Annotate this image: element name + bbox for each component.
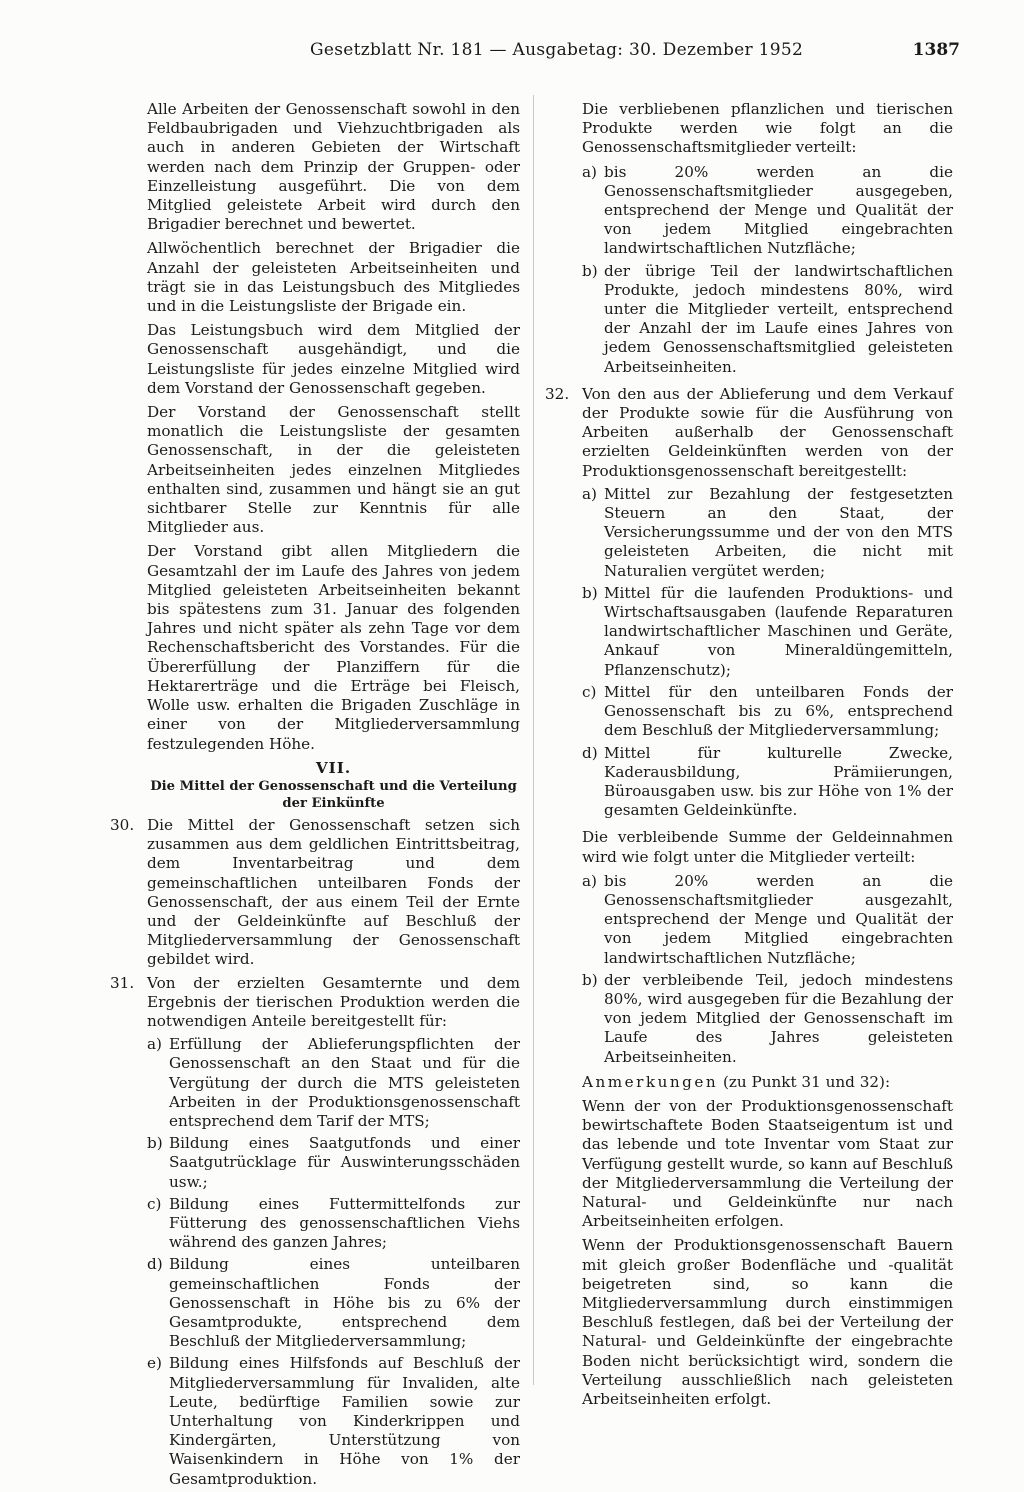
paragraph: Der Vorstand der Genossenschaft stellt monatlich die Leistungsliste der gesamten Genossenschaft, in der die geleisteten Arbeitseinheiten jedes einzelnen Mitgliedes enthalten sind, zusammen und hängt sie an gut sichtbarer Stelle zur Kenntnis für alle Mitglieder aus. bbox=[147, 403, 520, 537]
sub-item-text: Bildung eines Saatgutfonds und einer Saatgutrücklage für Auswinterungsschäden usw.; bbox=[169, 1134, 520, 1191]
sub-item-text: Bildung eines Hilfsfonds auf Beschluß der Mitgliederversammlung für Invaliden, alte Leute, bedürftige Familien sowie zur Unterhaltung von Kinderkrippen und Kindergärten, Unterstützung von Waisenkindern in Höhe von 1% der Gesamtproduktion. bbox=[169, 1354, 520, 1488]
sub-item-letter: b) bbox=[582, 583, 598, 602]
notes-reference: (zu Punkt 31 und 32): bbox=[718, 1072, 891, 1091]
item-text: Die Mittel der Genossenschaft setzen sich zusammen aus dem geldlichen Eintrittsbeitrag, dem Inventarbeitrag und dem gemeinschaftlichen unteilbaren Fonds der Genossenschaft, der aus einem Teil der Ernte und der Geldeinkünfte auf Beschluß der Mitgliederversammlung der Genossenschaft gebildet wird. bbox=[147, 815, 520, 969]
section-number: VII. bbox=[315, 758, 352, 777]
sub-item-letter: e) bbox=[147, 1354, 162, 1373]
sub-item-text: der übrige Teil der landwirtschaftlichen Produkte, jedoch mindestens 80%, wird unter die Mitglieder verteilt, entsprechend der Anzahl der im Laufe eines Jahres von jedem Genossenschaftsmitglied geleisteten Arbeitseinheiten. bbox=[604, 261, 953, 376]
section-title: Die Mittel der Genossenschaft und die Verteilung der Einkünfte bbox=[150, 778, 517, 811]
paragraph: Wenn der von der Produktionsgenossenschaft bewirtschaftete Boden Staatseigentum ist und das lebende und tote Inventar vom Staat zur Verfügung gestellt wurde, so kann auf Beschluß der Mitgliederversammlung die Verteilung der Natural- und Geldeinkünfte nur nach Arbeitseinheiten erfolgen. bbox=[582, 1096, 953, 1231]
page-header bbox=[310, 40, 960, 68]
sub-item-letter: d) bbox=[582, 743, 598, 762]
item-number: 32. bbox=[545, 384, 570, 403]
notes-heading bbox=[545, 1073, 953, 1092]
numbered-item-31 bbox=[110, 974, 520, 1032]
sub-item-letter: a) bbox=[147, 1035, 162, 1054]
sub-item-text: bis 20% werden an die Genossenschaftsmitglieder ausgezahlt, entsprechend der Menge und Qualität der von jedem Mitglied eingebrachten landwirtschaftlichen Nutzfläche; bbox=[604, 871, 953, 967]
paragraph: Die verbleibende Summe der Geldeinnahmen wird wie folgt unter die Mitglieder verteilt: bbox=[582, 828, 953, 866]
sub-item-text: Mittel für die laufenden Produktions- und Wirtschaftsausgaben (laufende Reparaturen landwirtschaftlicher Maschinen und Geräte, Ankauf von Mineraldüngemitteln, Pflanzenschutz); bbox=[604, 583, 953, 679]
gazette-header-title: Gesetzblatt Nr. 181 — Ausgabetag: 30. Dezember 1952 bbox=[310, 40, 804, 60]
sub-item-letter: a) bbox=[582, 484, 597, 503]
sub-item-letter: d) bbox=[147, 1255, 163, 1274]
sub-item-text: Mittel für den unteilbaren Fonds der Genossenschaft bis zu 6%, entsprechend dem Beschluß der Mitgliederversammlung; bbox=[604, 682, 953, 740]
sub-item bbox=[110, 1035, 520, 1131]
sub-item bbox=[545, 262, 953, 377]
sub-item-text: Mittel für kulturelle Zwecke, Kaderausbildung, Prämiierungen, Büroausgaben usw. bis zur Höhe von 1% der gesamten Geldeinkünfte. bbox=[604, 743, 953, 820]
paragraph: Die verbliebenen pflanzlichen und tierischen Produkte werden wie folgt an die Genossenschaftsmitglieder verteilt: bbox=[582, 100, 953, 157]
sub-item bbox=[110, 1195, 520, 1253]
sub-item bbox=[110, 1255, 520, 1351]
paragraph: Wenn der Produktionsgenossenschaft Bauern mit gleich großer Bodenfläche und -qualität beigetreten sind, so kann die Mitgliederversammlung durch einstimmigen Beschluß festlegen, daß bei der Verteilung der Natural- und Geldeinkünfte der eingebrachte Boden nicht berücksichtigt wird, sondern die Verteilung ausschließlich nach geleisteten Arbeitseinheiten erfolgt. bbox=[582, 1236, 953, 1408]
paragraph: Das Leistungsbuch wird dem Mitglied der Genossenschaft ausgehändigt, und die Leistungsliste für jedes einzelne Mitglied wird dem Vorstand der Genossenschaft gegeben. bbox=[147, 321, 520, 397]
right-column bbox=[545, 100, 953, 1414]
sub-item-text: Bildung eines Futtermittelfonds zur Fütterung des genossenschaftlichen Viehs während des ganzen Jahres; bbox=[169, 1194, 520, 1252]
sub-item-letter: b) bbox=[582, 261, 598, 280]
sub-item bbox=[110, 1134, 520, 1192]
sub-item bbox=[545, 485, 953, 581]
page-number: 1387 bbox=[912, 40, 960, 60]
sub-item bbox=[545, 872, 953, 968]
left-column bbox=[110, 100, 520, 1492]
sub-item-letter: c) bbox=[582, 682, 597, 701]
item-text: Von den aus der Ablieferung und dem Verkauf der Produkte sowie für die Ausführung von Arbeiten außerhalb der Genossenschaft erzielten Geldeinkünften werden von der Produktionsgenossenschaft bereitgestellt: bbox=[582, 384, 953, 480]
sub-item-letter: b) bbox=[147, 1134, 163, 1153]
sub-item-letter: b) bbox=[582, 970, 598, 989]
sub-item bbox=[545, 683, 953, 741]
sub-item bbox=[545, 163, 953, 259]
sub-item-text: der verbleibende Teil, jedoch mindestens 80%, wird ausgegeben für die Bezahlung der von jedem Mitglied der Genossenschaft im Laufe des Jahres geleisteten Arbeitseinheiten. bbox=[604, 970, 953, 1066]
sub-item-letter: a) bbox=[582, 162, 597, 181]
item-number: 31. bbox=[110, 973, 135, 992]
sub-item-text: Erfüllung der Ablieferungspflichten der Genossenschaft an den Staat und für die Vergütung der durch die MTS geleisteten Arbeiten in der Produktionsgenossenschaft entsprechend dem Tarif der MTS; bbox=[169, 1035, 520, 1130]
sub-item bbox=[545, 584, 953, 680]
sub-item bbox=[110, 1354, 520, 1488]
notes-label: Anmerkungen bbox=[582, 1072, 719, 1091]
sub-item-letter: a) bbox=[582, 871, 597, 890]
numbered-item-30 bbox=[110, 816, 520, 970]
sub-item-text: Mittel zur Bezahlung der festgesetzten Steuern an den Staat, der Versicherungssumme und der von den MTS geleisteten Arbeiten, die nicht mit Naturalien vergütet werden; bbox=[604, 484, 953, 580]
item-number: 30. bbox=[110, 815, 135, 834]
item-text: Von der erzielten Gesamternte und dem Ergebnis der tierischen Produktion werden die notwendigen Anteile bereitgestellt für: bbox=[147, 973, 520, 1030]
column-divider bbox=[533, 95, 534, 1385]
paragraph: Alle Arbeiten der Genossenschaft sowohl in den Feldbaubrigaden und Viehzuchtbrigaden als auch in anderen Gebieten der Wirtschaft werden nach dem Prinzip der Gruppen- oder Einzelleistung ausgeführt. Die von dem Mitglied geleistete Arbeit wird durch den Brigadier berechnet und bewertet. bbox=[147, 100, 520, 234]
sub-item bbox=[545, 971, 953, 1067]
sub-item-letter: c) bbox=[147, 1194, 162, 1213]
paragraph: Allwöchentlich berechnet der Brigadier die Anzahl der geleisteten Arbeitseinheiten und trägt sie in das Leistungsbuch des Mitgliedes und in die Leistungsliste der Brigade ein. bbox=[147, 239, 520, 316]
sub-item bbox=[545, 744, 953, 821]
numbered-item-32 bbox=[545, 385, 953, 481]
sub-item-text: bis 20% werden an die Genossenschaftsmitglieder ausgegeben, entsprechend der Menge und Qualität der von jedem Mitglied eingebrachten landwirtschaftlichen Nutzfläche; bbox=[604, 162, 953, 258]
paragraph: Der Vorstand gibt allen Mitgliedern die Gesamtzahl der im Laufe des Jahres von jedem Mitglied geleisteten Arbeitseinheiten bekannt bis spätestens zum 31. Januar des folgenden Jahres und nicht später als zehn Tage vor dem Rechenschaftsbericht des Vorstandes. Für die Übererfüllung der Planziffern für die Hektarerträge und die Erträge bei Fleisch, Wolle usw. erhalten die Brigaden Zuschläge in einer von der Mitgliederversammlung festzulegenden Höhe. bbox=[147, 542, 520, 753]
sub-item-text: Bildung eines unteilbaren gemeinschaftlichen Fonds der Genossenschaft in Höhe bis zu 6% der Gesamtprodukte, entsprechend dem Beschluß der Mitgliederversammlung; bbox=[169, 1255, 520, 1351]
